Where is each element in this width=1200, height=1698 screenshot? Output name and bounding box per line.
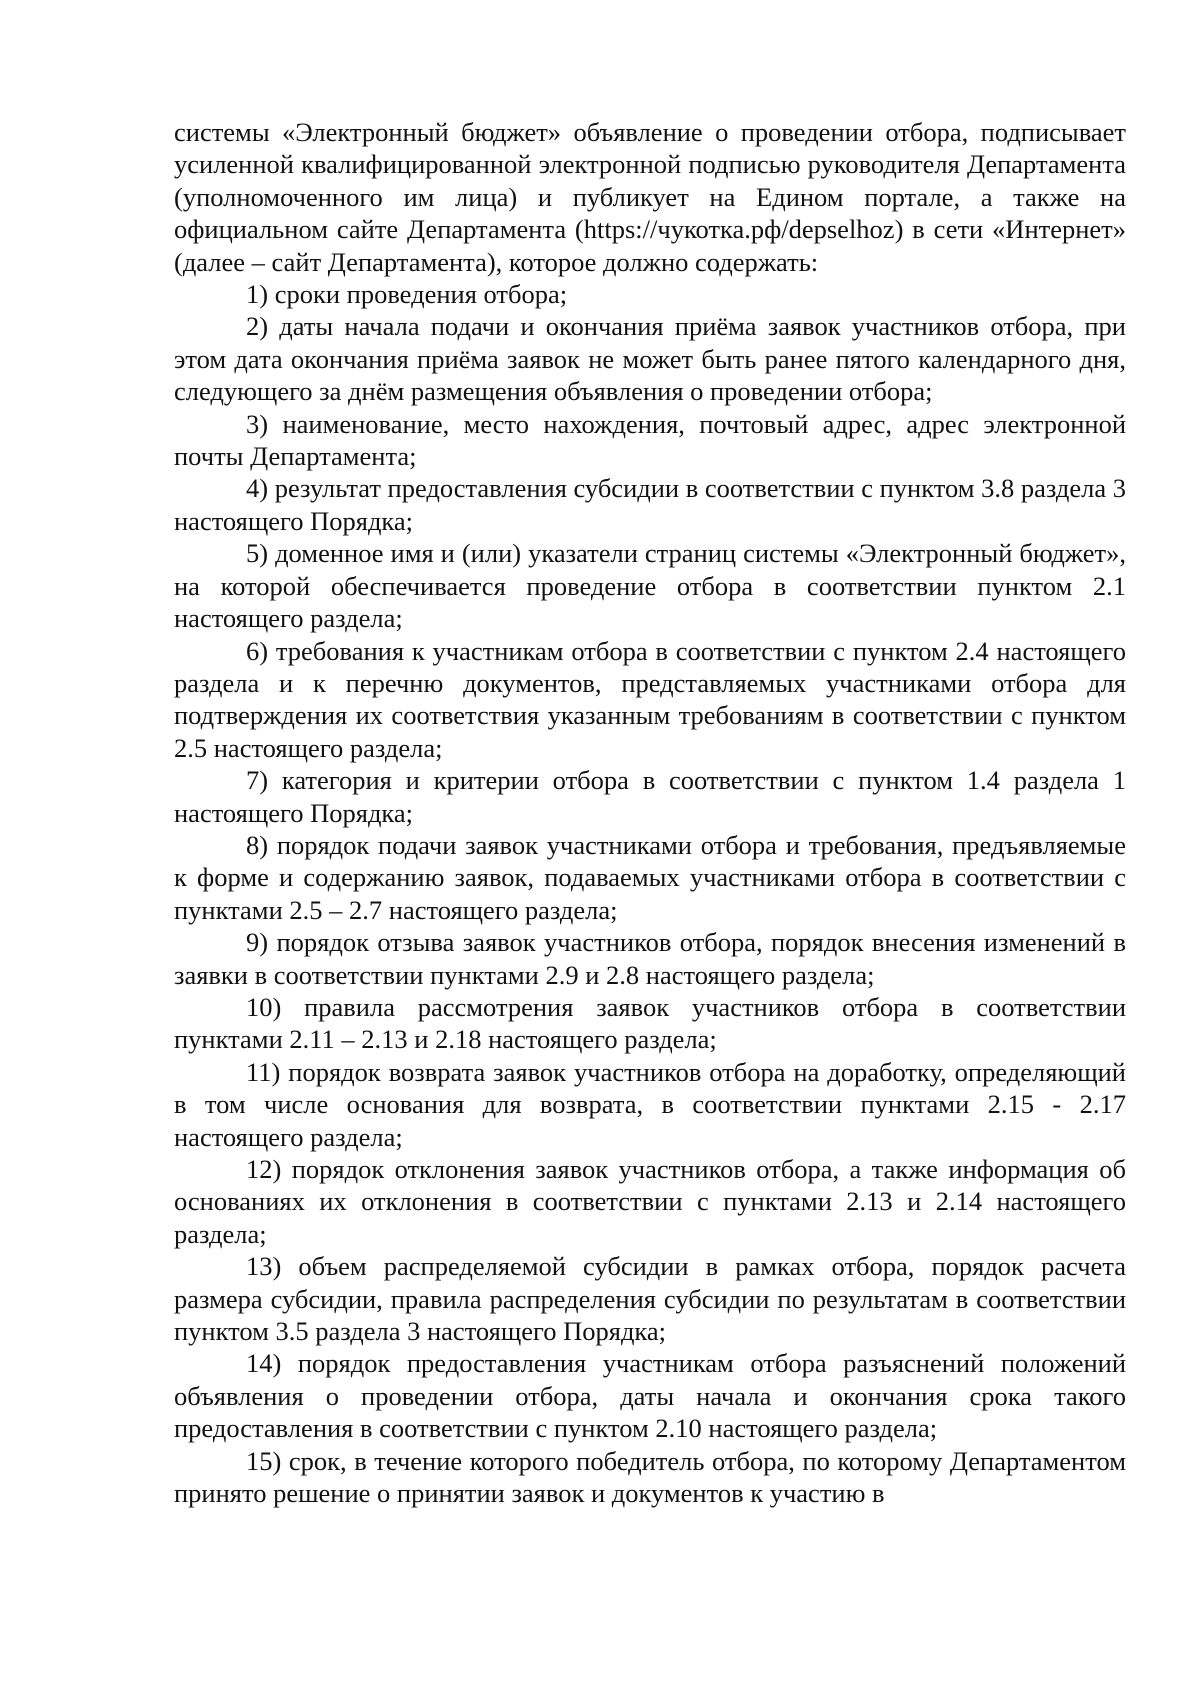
list-item-4: 4) результат предоставления субсидии в соответствии с пунктом 3.8 раздела 3 настоящего Порядка; xyxy=(174,473,1126,536)
intro-paragraph: системы «Электронный бюджет» объявление о проведении отбора, подписывает усиленной квалифицированной электронной подписью руководителя Департамента (уполномоченного им лица) и публикует на Едином портале, а также на официальном сайте Департамента (https://чукотка.рф/depselhoz) в сети «Интернет» (далее – сайт Департамента), которое должно содержать: xyxy=(174,117,1126,277)
list-item-5: 5) доменное имя и (или) указатели страниц системы «Электронный бюджет», на которой обеспечивается проведение отбора в соответствии пунктом 2.1 настоящего раздела; xyxy=(174,538,1126,634)
list-item-13: 13) объем распределяемой субсидии в рамках отбора, порядок расчета размера субсидии, правила распределения субсидии по результатам в соответствии пунктом 3.5 раздела 3 настоящего Порядка; xyxy=(174,1251,1126,1347)
list-item-3: 3) наименование, место нахождения, почтовый адрес, адрес электронной почты Департамента; xyxy=(174,408,1126,472)
list-item-9: 9) порядок отзыва заявок участников отбора, порядок внесения изменений в заявки в соответствии пунктами 2.9 и 2.8 настоящего раздела; xyxy=(174,927,1126,990)
list-item-12: 12) порядок отклонения заявок участников отбора, а также информация об основаниях их отклонения в соответствии с пунктами 2.13 и 2.14 настоящего раздела; xyxy=(174,1154,1126,1249)
list-item-1: 1) сроки проведения отбора; xyxy=(246,279,568,310)
list-item-6: 6) требования к участникам отбора в соответствии с пунктом 2.4 настоящего раздела и к перечню документов, представляемых участниками отбора для подтверждения их соответствия указанным требованиям в соответствии с пунктом 2.5 настоящего раздела; xyxy=(174,635,1126,763)
list-item-14: 14) порядок предоставления участникам отбора разъяснений положений объявления о проведении отбора, даты начала и окончания срока такого предоставления в соответствии с пунктом 2.10 настоящего раздела; xyxy=(174,1348,1126,1444)
list-item-10: 10) правила рассмотрения заявок участников отбора в соответствии пунктами 2.11 – 2.13 и 2.18 настоящего раздела; xyxy=(174,991,1126,1055)
list-item-15: 15) срок, в течение которого победитель отбора, по которому Департаментом принято решение о принятии заявок и документов к участию в xyxy=(174,1445,1126,1509)
list-item-11: 11) порядок возврата заявок участников отбора на доработку, определяющий в том числе основания для возврата, в соответствии пунктами 2.15 - 2.17 настоящего раздела; xyxy=(174,1056,1126,1152)
document-body xyxy=(174,116,1126,1509)
list-item-2: 2) даты начала подачи и окончания приёма заявок участников отбора, при этом дата окончания приёма заявок не может быть ранее пятого календарного дня, следующего за днём размещения объявления о проведении отбора; xyxy=(174,311,1126,407)
list-item-8: 8) порядок подачи заявок участниками отбора и требования, предъявляемые к форме и содержанию заявок, подаваемых участниками отбора в соответствии с пунктами 2.5 – 2.7 настоящего раздела; xyxy=(174,829,1126,925)
list-item-7: 7) категория и критерии отбора в соответствии с пунктом 1.4 раздела 1 настоящего Порядка; xyxy=(174,765,1126,828)
